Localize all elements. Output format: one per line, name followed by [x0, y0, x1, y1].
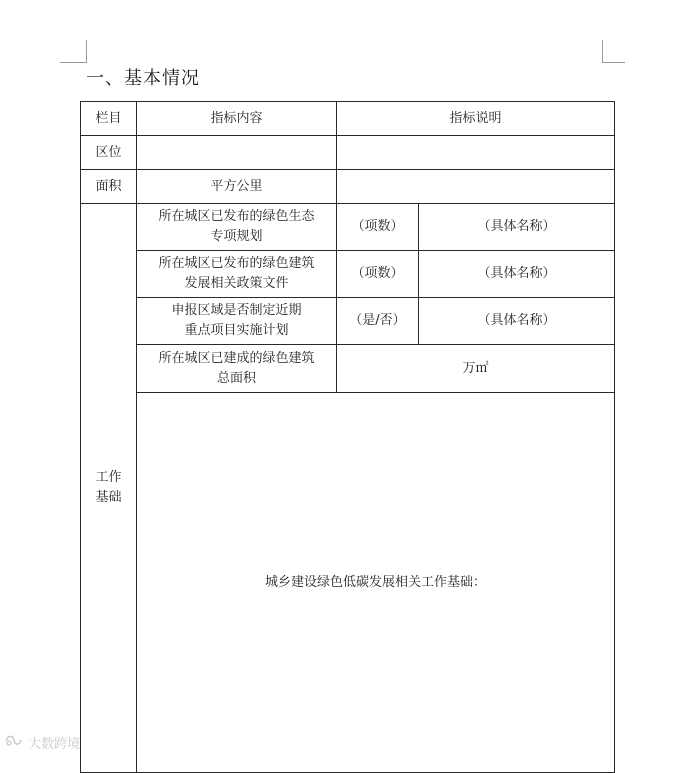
table-row	[81, 298, 615, 345]
name-cell[interactable]: （具体名称）	[419, 204, 615, 251]
indicator-green-eco-plans	[137, 204, 337, 251]
count-cell[interactable]: （项数）	[337, 251, 419, 298]
header-column-indicator: 指标内容	[137, 102, 337, 136]
count-cell[interactable]: （项数）	[337, 204, 419, 251]
page-corner-mark-top-right	[602, 40, 625, 63]
section-title: 一、基本情况	[86, 68, 200, 89]
table-row	[81, 251, 615, 298]
district-description-cell[interactable]	[337, 136, 615, 170]
indicator-line: 所在城区已建成的绿色建筑	[158, 350, 315, 366]
indicator-green-building-area	[137, 345, 337, 393]
notes-row	[81, 393, 615, 773]
district-value-cell[interactable]	[137, 136, 337, 170]
indicator-line: 所在城区已发布的绿色生态	[158, 209, 315, 224]
name-cell[interactable]: （具体名称）	[419, 298, 615, 345]
work-basis-label-line2: 基础	[95, 490, 122, 505]
basic-info-table	[80, 101, 615, 773]
built-area-unit-cell[interactable]: 万㎡	[337, 345, 615, 393]
work-basis-label-line1: 工作	[95, 470, 122, 485]
header-column-category: 栏目	[81, 102, 137, 136]
work-basis-label	[81, 204, 137, 773]
yes-no-cell[interactable]: （是/否）	[337, 298, 419, 345]
indicator-green-building-policies	[137, 251, 337, 298]
district-row	[81, 136, 615, 170]
work-basis-notes-cell[interactable]: 城乡建设绿色低碳发展相关工作基础：	[137, 393, 615, 773]
watermark-logo-icon	[4, 734, 22, 752]
district-label: 区位	[81, 136, 137, 170]
table-row	[81, 204, 615, 251]
page-corner-mark-top-left	[60, 40, 87, 63]
area-unit: 平方公里	[137, 170, 337, 204]
indicator-line: 专项规划	[210, 229, 263, 244]
area-label: 面积	[81, 170, 137, 204]
indicator-line: 发展相关政策文件	[184, 276, 289, 291]
area-row	[81, 170, 615, 204]
indicator-line: 申报区域是否制定近期	[171, 303, 302, 318]
indicator-key-project-plan	[137, 298, 337, 345]
watermark-text: 大数跨境	[28, 737, 81, 752]
area-description-cell[interactable]	[337, 170, 615, 204]
indicator-line: 所在城区已发布的绿色建筑	[158, 256, 315, 271]
indicator-line: 重点项目实施计划	[184, 323, 289, 338]
table-row	[81, 345, 615, 393]
indicator-line: 总面积	[216, 370, 256, 386]
header-column-description: 指标说明	[337, 102, 615, 136]
name-cell[interactable]: （具体名称）	[419, 251, 615, 298]
header-row	[81, 102, 615, 136]
watermark	[4, 733, 80, 752]
